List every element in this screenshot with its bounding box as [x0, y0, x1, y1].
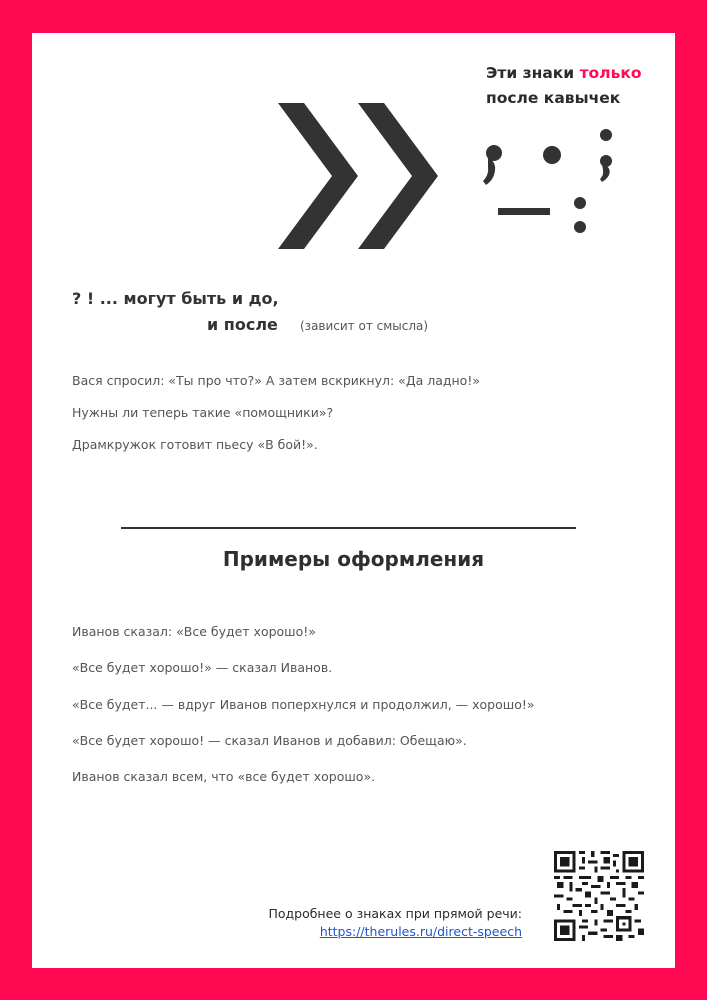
example-2: Нужны ли теперь такие «помощники»?: [72, 405, 334, 420]
section-example-2: «Все будет хорошо!» — сказал Иванов.: [72, 660, 333, 675]
section-example-1: Иванов сказал: «Все будет хорошо!»: [72, 624, 316, 639]
double-right-guillemet-icon: [278, 103, 438, 249]
example-1: Вася спросил: «Ты про что?» А затем вскрикнул: «Да ладно!»: [72, 373, 480, 388]
headline: [486, 61, 642, 111]
qr-code-icon[interactable]: [554, 851, 644, 941]
rule-note-line1: ? ! ... могут быть и до,: [72, 289, 279, 308]
headline-accent: только: [579, 64, 642, 82]
section-example-5: Иванов сказал всем, что «все будет хорошо».: [72, 769, 376, 784]
footer-more: [268, 905, 522, 941]
punctuation-icon: [482, 123, 622, 238]
rule-note-hint: (зависит от смысла): [300, 319, 429, 333]
divider: [121, 527, 576, 529]
rule-note-line2: и после: [207, 315, 278, 334]
section-example-4: «Все будет хорошо! — сказал Иванов и добавил: Обещаю».: [72, 733, 467, 748]
section-title: Примеры оформления: [222, 547, 485, 571]
example-3: Драмкружок готовит пьесу «В бой!».: [72, 437, 318, 452]
footer-link[interactable]: https://therules.ru/direct-speech: [319, 924, 522, 939]
poster-sheet: [32, 33, 675, 968]
headline-line2: после кавычек: [486, 89, 621, 107]
footer-text: Подробнее о знаках при прямой речи:: [268, 906, 522, 921]
section-example-3: «Все будет... — вдруг Иванов поперхнулся и продолжил, — хорошо!»: [72, 697, 535, 712]
headline-prefix: Эти знаки: [486, 64, 580, 82]
